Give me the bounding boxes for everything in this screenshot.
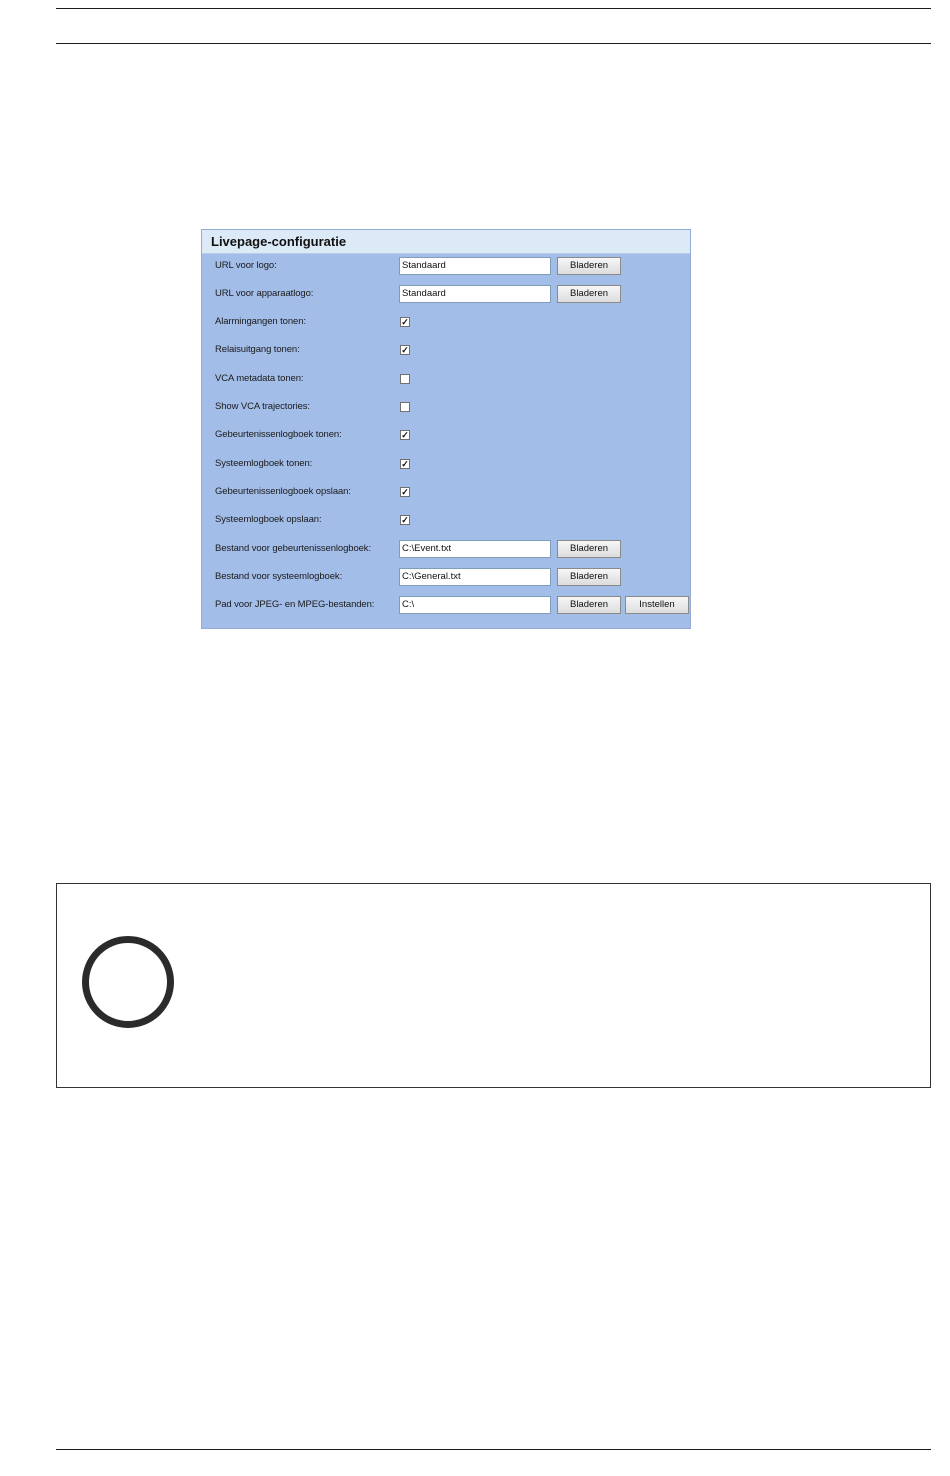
panel-title: Livepage-configuratie <box>202 230 690 254</box>
config-row-label: Bestand voor systeemlogboek: <box>215 571 343 582</box>
config-text-field[interactable]: Standaard <box>399 257 551 275</box>
config-row-label: Alarmingangen tonen: <box>215 316 306 327</box>
set-button[interactable]: Instellen <box>625 596 689 614</box>
browse-button[interactable]: Bladeren <box>557 596 621 614</box>
config-row-label: URL voor apparaatlogo: <box>215 288 314 299</box>
config-row <box>202 540 690 560</box>
checkbox-checked[interactable]: ✓ <box>401 345 409 355</box>
config-row-label: VCA metadata tonen: <box>215 373 304 384</box>
browse-button[interactable]: Bladeren <box>557 257 621 275</box>
checkbox-unchecked[interactable] <box>400 402 410 412</box>
config-row-label: Systeemlogboek tonen: <box>215 458 313 469</box>
notice-box <box>56 883 931 1088</box>
config-row-label: Systeemlogboek opslaan: <box>215 514 322 525</box>
config-row <box>202 426 690 446</box>
config-row-label: Bestand voor gebeurtenissenlogboek: <box>215 543 372 554</box>
browse-button[interactable]: Bladeren <box>557 285 621 303</box>
config-row <box>202 313 690 333</box>
config-row-label: Relaisuitgang tonen: <box>215 344 300 355</box>
config-row <box>202 483 690 503</box>
config-row <box>202 568 690 588</box>
config-row <box>202 455 690 475</box>
config-text-field[interactable]: Standaard <box>399 285 551 303</box>
config-row <box>202 398 690 418</box>
config-row-label: URL voor logo: <box>215 260 277 271</box>
config-row-label: Pad voor JPEG- en MPEG-bestanden: <box>215 599 375 610</box>
config-row-label: Gebeurtenissenlogboek tonen: <box>215 429 342 440</box>
checkbox-unchecked[interactable] <box>400 374 410 384</box>
browse-button[interactable]: Bladeren <box>557 568 621 586</box>
livepage-configuration-panel <box>201 229 691 629</box>
checkbox-checked[interactable]: ✓ <box>401 430 409 440</box>
config-text-field[interactable]: C:\General.txt <box>399 568 551 586</box>
footer-rule <box>56 1449 931 1450</box>
notice-circle-icon <box>82 936 174 1028</box>
config-row <box>202 370 690 390</box>
top-rule <box>56 8 931 9</box>
checkbox-checked[interactable]: ✓ <box>401 515 409 525</box>
config-row <box>202 341 690 361</box>
config-row <box>202 257 690 277</box>
checkbox-checked[interactable]: ✓ <box>401 487 409 497</box>
config-text-field[interactable]: C:\Event.txt <box>399 540 551 558</box>
config-row-label: Gebeurtenissenlogboek opslaan: <box>215 486 351 497</box>
config-row <box>202 511 690 531</box>
config-row-label: Show VCA trajectories: <box>215 401 310 412</box>
config-text-field[interactable]: C:\ <box>399 596 551 614</box>
browse-button[interactable]: Bladeren <box>557 540 621 558</box>
config-row <box>202 285 690 305</box>
header-rule <box>56 43 931 44</box>
checkbox-checked[interactable]: ✓ <box>401 459 409 469</box>
config-row <box>202 596 690 616</box>
checkbox-checked[interactable]: ✓ <box>401 317 409 327</box>
